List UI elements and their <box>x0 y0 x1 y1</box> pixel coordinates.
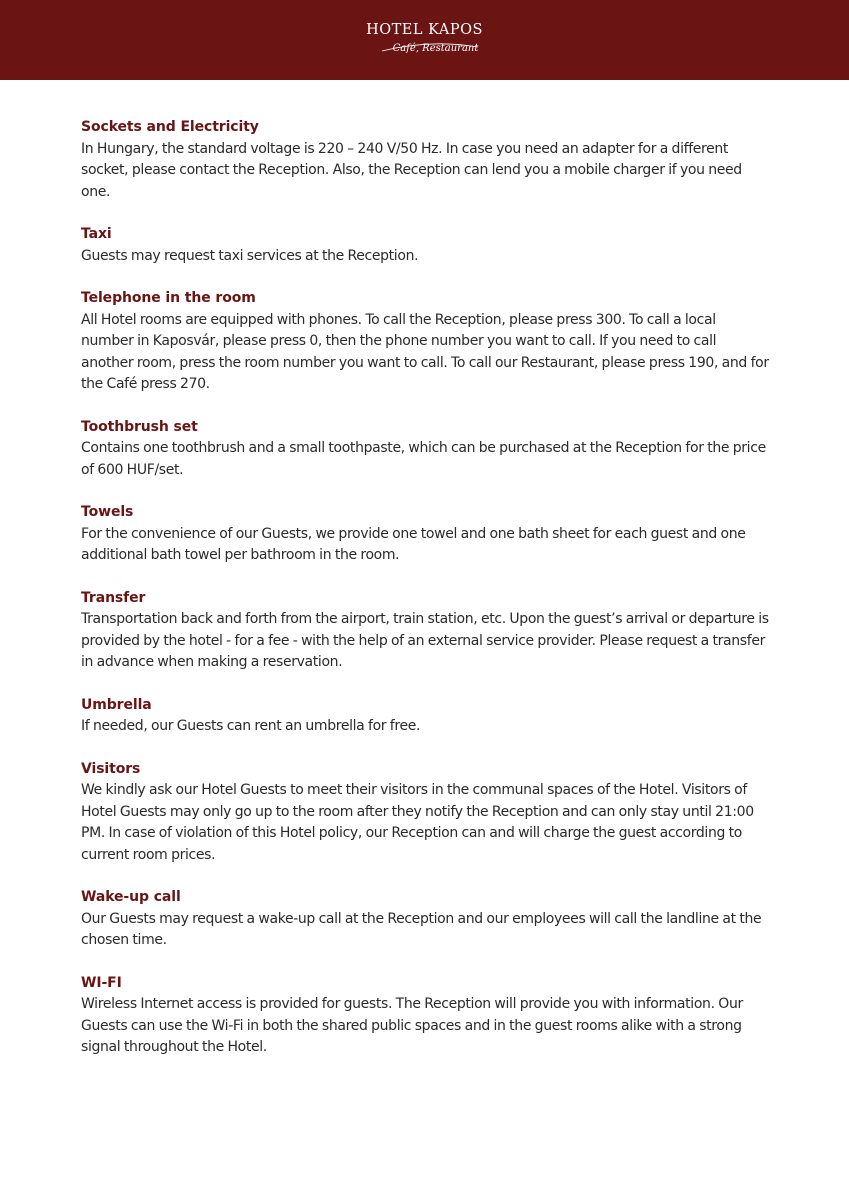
section-body: Transportation back and forth from the airport, train station, etc. Upon the guest’s arrival or departure is provided by the hotel - for a fee - with the help of an external service provider. Please request a transfer in advance when making a reservation. <box>81 611 769 670</box>
section-title: Sockets and Electricity <box>81 119 259 135</box>
section-towels <box>81 502 771 567</box>
section-title: WI-FI <box>81 974 122 991</box>
section-body: Guests may request taxi services at the Reception. <box>81 247 419 264</box>
logo-swoosh-icon <box>380 41 480 57</box>
section-wifi <box>81 973 771 1059</box>
section-taxi <box>81 224 771 267</box>
logo-subtitle: Café, Restaurant <box>392 43 479 54</box>
section-body: Contains one toothbrush and a small toothpaste, which can be purchased at the Reception for the price of 600 HUF/set. <box>81 440 766 478</box>
section-transfer <box>81 588 771 674</box>
section-title: Transfer <box>81 589 146 606</box>
section-title: Umbrella <box>81 696 152 713</box>
section-title: Telephone in the room <box>81 290 256 306</box>
section-toothbrush <box>81 417 771 482</box>
page-header <box>0 0 849 80</box>
section-body: For the convenience of our Guests, we provide one towel and one bath sheet for each guest and one additional bath towel per bathroom in the room. <box>81 525 746 563</box>
section-title: Visitors <box>81 760 141 777</box>
section-body: In Hungary, the standard voltage is 220 – 240 V/50 Hz. In case you need an adapter for a different socket, please contact the Reception. Also, the Reception can lend you a mobile charger if you need one. <box>81 140 742 200</box>
section-body: Our Guests may request a wake-up call at the Reception and our employees will call the landline at the chosen time. <box>81 910 762 948</box>
section-body: If needed, our Guests can rent an umbrella for free. <box>81 718 421 734</box>
logo-name: HOTEL KAPOS <box>366 22 483 38</box>
section-body: All Hotel rooms are equipped with phones. To call the Reception, please press 300. To call a local number in Kaposvár, please press 0, then the phone number you want to call. If you need to call another room, press the room number you want to call. To call our Restaurant, please press 190, and for the Café press 270. <box>81 311 769 392</box>
section-visitors <box>81 759 771 867</box>
section-wake-up-call <box>81 887 771 952</box>
section-title: Towels <box>81 504 134 520</box>
section-telephone <box>81 288 771 396</box>
info-content <box>81 117 771 1080</box>
section-title: Taxi <box>81 226 112 242</box>
section-body: We kindly ask our Hotel Guests to meet their visitors in the communal spaces of the Hotel. Visitors of Hotel Guests may only go up to the room after they notify the Reception and can only stay until 21:00 PM. In case of violation of this Hotel policy, our Reception can and will charge the guest according to current room prices. <box>81 782 754 863</box>
section-title: Wake-up call <box>81 889 181 905</box>
section-title: Toothbrush set <box>81 418 198 435</box>
section-sockets <box>81 117 771 203</box>
section-umbrella <box>81 695 771 738</box>
section-body: Wireless Internet access is provided for guests. The Reception will provide you with information. Our Guests can use the Wi-Fi in both the shared public spaces and in the guest rooms alike with a strong signal throughout the Hotel. <box>81 996 743 1055</box>
